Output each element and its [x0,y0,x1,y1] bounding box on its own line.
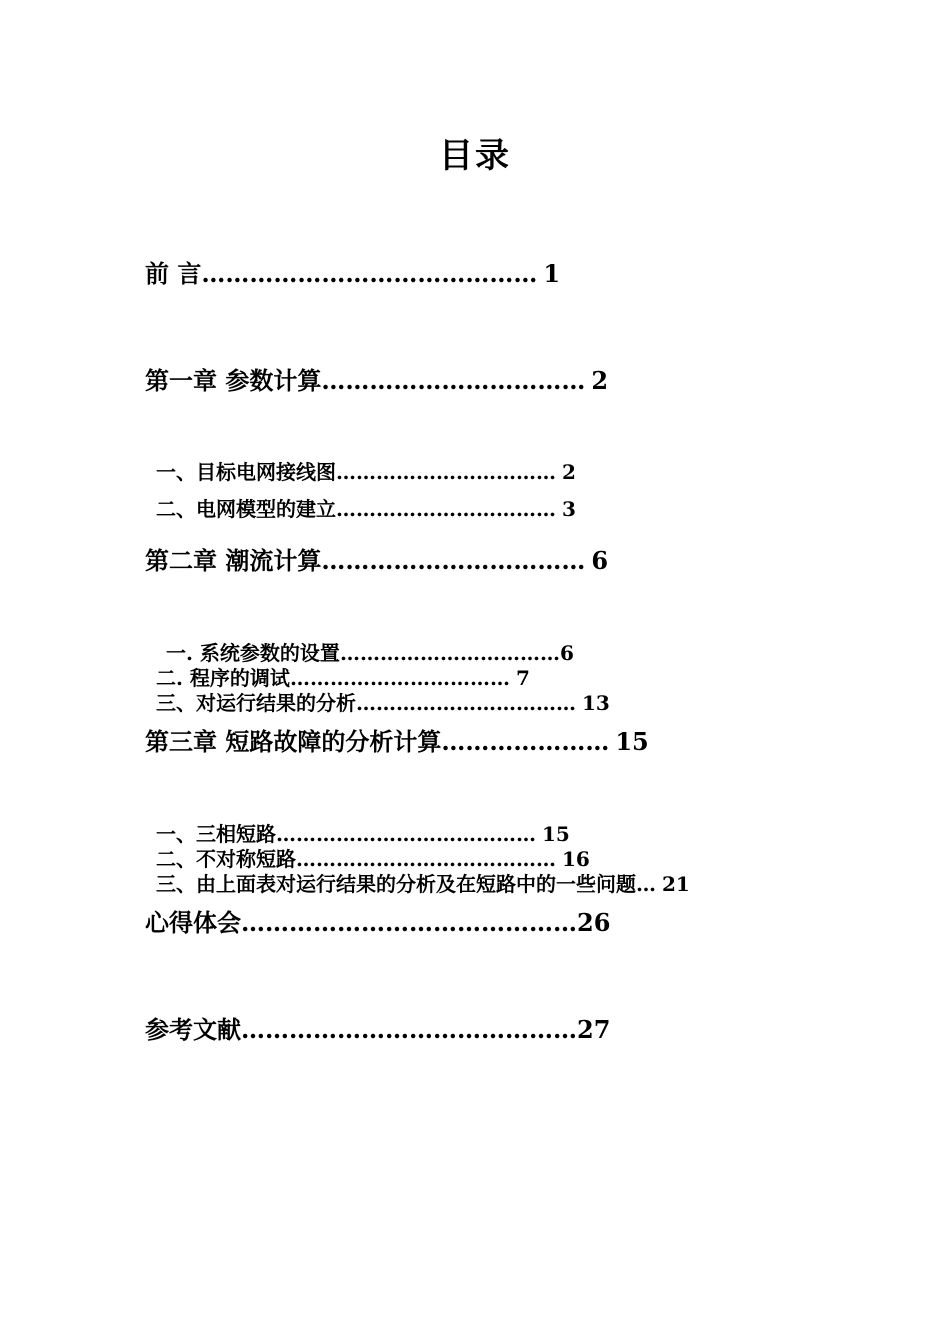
toc-entry-label: 第三章 短路故障的分析计算 [145,727,442,756]
toc-leader-dots: …………………………………… [241,1015,577,1044]
toc-leader-dots: …………………………… [339,641,560,665]
toc-leader-dots: …………………………………… [201,259,538,288]
toc-leader-dots: …………………………… [289,666,510,690]
toc-leader-dots: …………………………………… [241,908,577,937]
toc-leader-dots: …………………………… [321,546,586,575]
toc-leader-dots: …………………………… [336,460,556,484]
toc-leader-dots: … [636,872,656,896]
toc-entry-label: 第二章 潮流计算 [145,546,322,575]
toc-entry-label: 二、电网模型的建立 [156,497,336,521]
toc-page-number: 16 [562,847,590,871]
toc-page-number: 7 [515,666,530,690]
toc-page-number: 21 [662,872,690,896]
toc-entry-label: 三、对运行结果的分析 [156,691,356,715]
toc-entry-1-2[interactable] [156,493,576,522]
toc-page-number: 2 [591,366,609,395]
toc-leader-dots: ………………………………… [296,847,556,871]
toc-entry-label: 第一章 参数计算 [145,366,322,395]
toc-leader-dots: …………………………… [356,691,576,715]
toc-page-number: 1 [543,259,561,288]
toc-page-number: 6 [591,546,609,575]
toc-entry-label: 二. 程序的调试 [156,666,290,690]
toc-entry-3-3[interactable] [156,868,690,897]
toc-page-number: 2 [562,460,576,484]
toc-entry-label: 三、由上面表对运行结果的分析及在短路中的一些问题 [156,872,636,896]
toc-page-number: 13 [582,691,610,715]
toc-entry-label: 一. 系统参数的设置 [166,641,340,665]
toc-entry-1-1[interactable] [156,456,576,485]
toc-title: 目录 [439,136,511,176]
toc-page-number: 15 [542,822,570,846]
toc-entry-label: 一、目标电网接线图 [156,460,336,484]
toc-entry-references[interactable] [145,1010,610,1045]
toc-entry-chapter-2[interactable] [145,541,608,576]
toc-entry-chapter-3[interactable] [145,722,649,757]
toc-entry-label: 参考文献 [145,1015,241,1044]
toc-entry-label: 心得体会 [145,908,241,937]
toc-page-number: 6 [559,641,574,665]
toc-page-number: 26 [577,908,611,937]
toc-entry-2-3[interactable] [156,687,610,716]
toc-entry-label: 前 言 [145,259,202,288]
toc-entry-chapter-1[interactable] [145,361,608,396]
toc-entry-reflections[interactable] [145,903,610,938]
toc-entry-label: 二、不对称短路 [156,847,296,871]
toc-page-number: 3 [562,497,576,521]
toc-page-number: 15 [615,727,649,756]
toc-leader-dots: …………………………… [336,497,556,521]
toc-page-number: 27 [577,1015,611,1044]
toc-entry-preface[interactable] [145,254,560,289]
toc-leader-dots: …………………………… [321,366,586,395]
toc-leader-dots: ………………………………… [276,822,536,846]
toc-leader-dots: ………………… [441,727,610,756]
toc-entry-label: 一、三相短路 [156,822,276,846]
